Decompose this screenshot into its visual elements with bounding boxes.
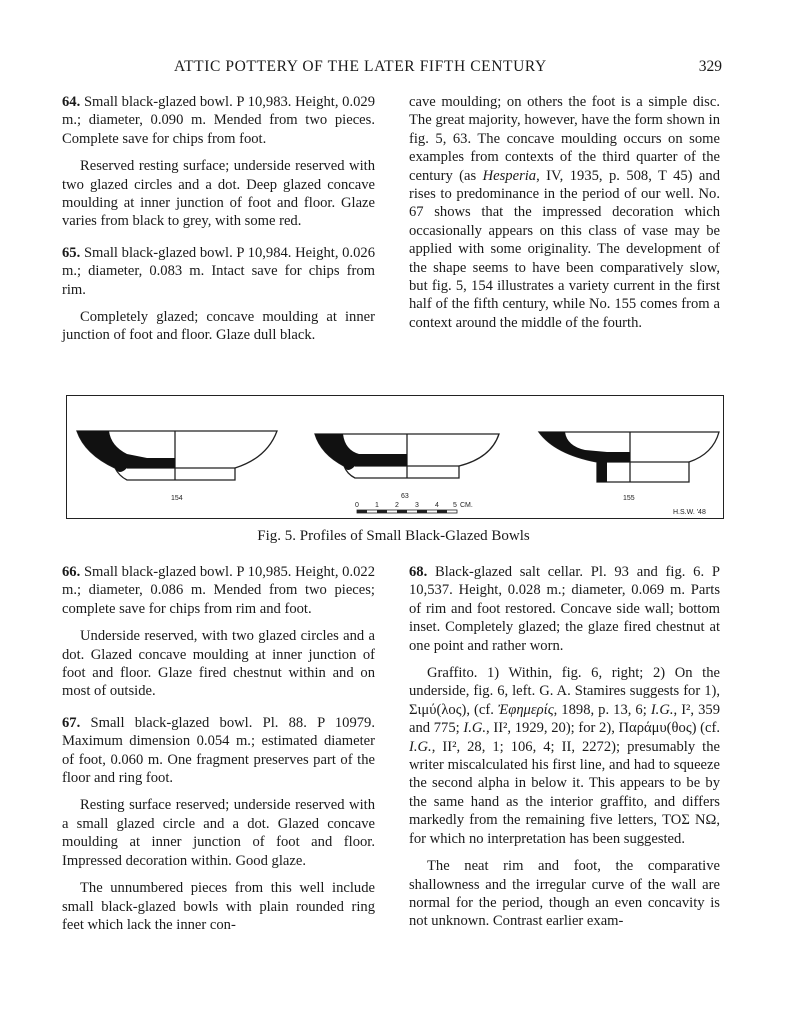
right-column-bottom xyxy=(409,563,720,931)
scale-tick: 0 xyxy=(355,502,359,509)
entry-66-body: Underside reserved, with two glazed circles and a dot. Glazed concave moulding at inner junction of foot and floor. Glaze fired chestnut within and on most of outside. xyxy=(62,628,375,700)
entry-67-description: 67. Small black-glazed bowl. Pl. 88. P 10979. Maximum dimension 0.054 m.; estimated diameter of foot, 0.060 m. One fragment preserves part of the floor and ring foot. xyxy=(62,714,376,787)
discussion-paragraph: cave moulding; on others the foot is a simple disc. The great majority, however, have the form shown in fig. 5, 63. The concave moulding occurs on some examples from contexts of the third quarter of the century (as Hesperia, IV, 1935, p. 508, T 45) and rises to predominance in the period of our well. No. 67 shows that the impressed decoration which occasionally appears on this class of vase may be applied with some originality. The development of the shape seems to have been comparatively slow, but fig. 5, 154 illustrates a variety current in the first half of the fifth century, while No. 155 comes from a context around the middle of the fourth. xyxy=(409,94,720,331)
right-column-top xyxy=(409,93,720,332)
running-title: ATTIC POTTERY OF THE LATER FIFTH CENTURY xyxy=(174,58,547,75)
scale-bar xyxy=(355,502,473,513)
unnumbered-pieces-paragraph: The unnumbered pieces from this well include small black-glazed bowls with plain rounded ring feet which lack the inner con- xyxy=(62,880,375,933)
entry-number: 65. xyxy=(62,244,81,261)
figure-label: 63 xyxy=(401,493,409,500)
scale-tick: 3 xyxy=(415,502,419,509)
figure-label: 155 xyxy=(623,495,635,502)
entry-number: 66. xyxy=(62,564,81,580)
scale-tick: 4 xyxy=(435,502,439,509)
scale-tick: 2 xyxy=(395,502,399,509)
closing-paragraph: The neat rim and foot, the comparative shallowness and the irregular curve of the wall are normal for the period, though an even concavity is not unknown. Contrast earlier exam- xyxy=(409,858,720,930)
entry-65-body: Completely glazed; concave moulding at inner junction of foot and floor. Glaze dull black. xyxy=(62,309,375,344)
entry-number: 68. xyxy=(409,564,428,580)
bowl-profiles-drawing xyxy=(67,396,722,517)
figure-label: 154 xyxy=(171,495,183,502)
page-number: 329 xyxy=(698,58,722,75)
left-column-top xyxy=(62,93,375,345)
graffito-paragraph: Graffito. 1) Within, fig. 6, right; 2) On the underside, fig. 6, left. G. A. Stamires suggests for 1), Σιμύ(λος), (cf. Ἐφημερίς, 1898, p. 13, 6; I.G., I², 359 and 775; I.G., II², 1929, 20); for 2), Παράμυ(θος) (cf. I.G., II², 28, 1; 106, 4; II, 2272); presumably the writer miscalculated his first line, and had to squeeze the second alpha in below it. This appears to be by the same hand as the interior graffito, and differs markedly from the remaining five letters, ΤΟΣ ΝΩ, for which no interpretation has been suggested. xyxy=(409,665,720,847)
entry-65-description: 65. Small black-glazed bowl. P 10,984. Height, 0.026 m.; diameter, 0.083 m. Intact save for chips from rim. xyxy=(62,244,375,298)
scale-tick: 5 xyxy=(453,502,457,509)
left-column-bottom xyxy=(62,563,375,934)
running-header xyxy=(62,58,722,80)
figure-5-frame xyxy=(66,395,724,519)
entry-number: 64. xyxy=(62,94,81,110)
entry-66-description: 66. Small black-glazed bowl. P 10,985. Height, 0.022 m.; diameter, 0.086 m. Mended from two pieces; complete save for chips from rim and foot. xyxy=(62,564,375,617)
scale-unit: CM. xyxy=(460,502,473,509)
entry-67-body: Resting surface reserved; underside reserved with a small glazed circle and a dot. Glazed concave moulding at inner junction of foot and floor. Impressed decoration within. Good glaze. xyxy=(62,797,375,869)
entry-64-description: 64. Small black-glazed bowl. P 10,983. Height, 0.029 m.; diameter, 0.090 m. Mended from two pieces. Complete save for chips from foot. xyxy=(62,94,375,147)
entry-64-body: Reserved resting surface; underside reserved with two glazed circles and a dot. Deep glazed concave moulding at inner junction of foot and floor. Glaze varies from black to grey, with some red. xyxy=(62,158,375,230)
figure-caption: Fig. 5. Profiles of Small Black-Glazed Bowls xyxy=(257,528,530,544)
artist-signature: H.S.W. '48 xyxy=(673,509,706,516)
entry-number: 67. xyxy=(62,714,81,731)
entry-68-description: 68. Black-glazed salt cellar. Pl. 93 and fig. 6. P 10,537. Height, 0.028 m.; diameter, 0.069 m. Parts of rim and foot restored. Concave side wall; bottom inset. Completely glazed; the glaze fired chestnut at one point and rather worn. xyxy=(409,564,720,654)
scale-tick: 1 xyxy=(375,502,379,509)
